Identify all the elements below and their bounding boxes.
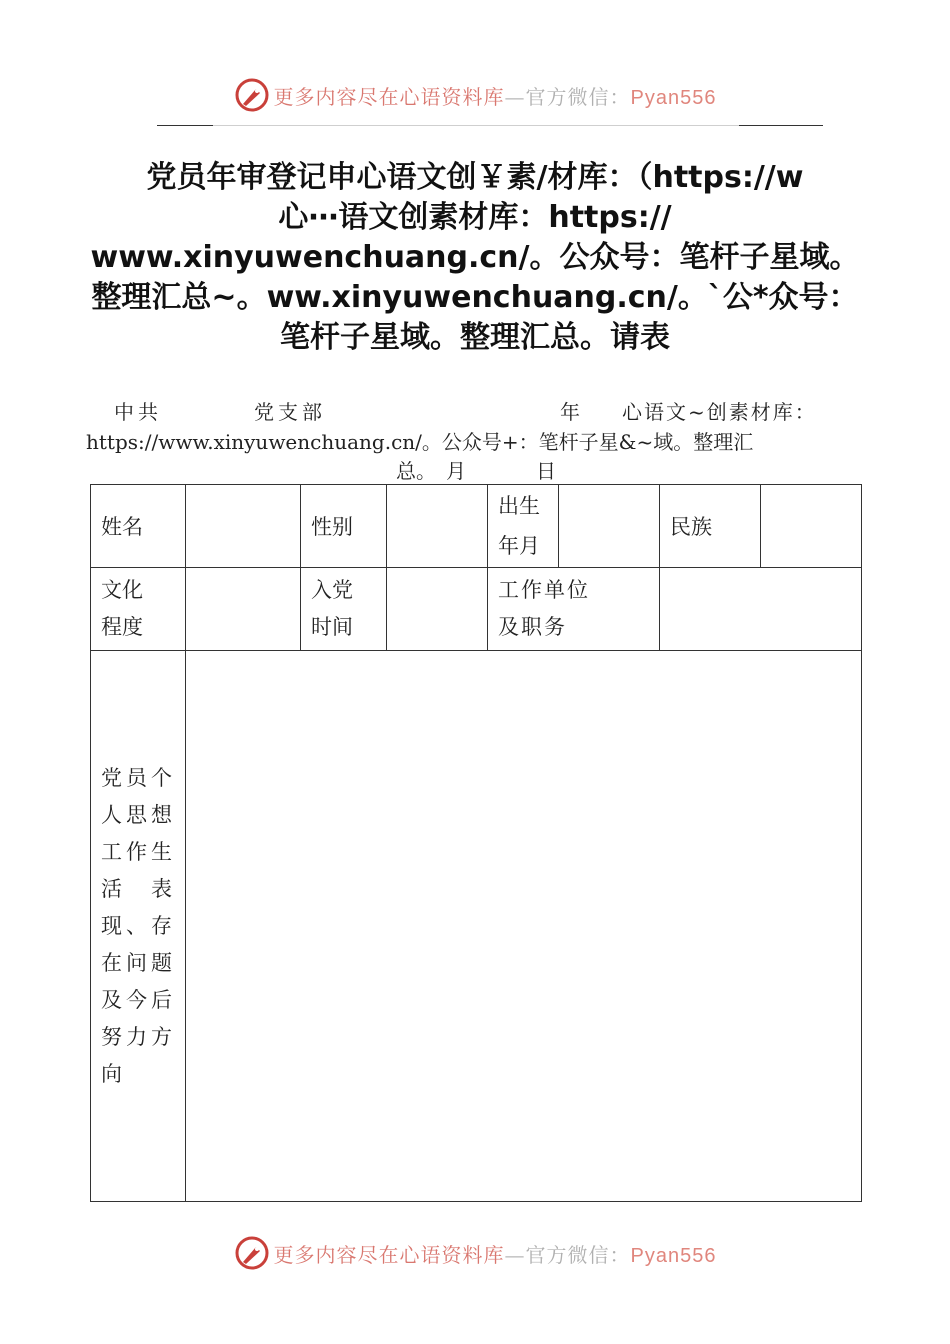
header-info-tail: 心语文~创素材库： [622,400,817,424]
document-title [86,158,864,358]
watermark-text: 更多内容尽在心语资料库—官方微信：Pyan556 [273,1242,717,1267]
join-date-field[interactable] [387,568,488,651]
header-rule-right [739,125,823,126]
workplace-field[interactable] [660,568,862,651]
gender-field[interactable] [387,485,488,568]
header-info-line-2: https://www.xinyuwenchuang.cn/。公众号+：笔杆子星&~域。整理汇 [86,430,754,454]
watermark-banner-top [0,70,950,120]
table-row [91,485,862,568]
watermark-banner-bottom [0,1228,950,1278]
performance-field[interactable] [186,651,862,1202]
education-label: 文化 程度 [91,568,186,651]
pen-nib-logo-icon [234,77,270,113]
year-label: 年 [560,400,580,424]
gender-label: 性别 [301,485,387,568]
ethnicity-field[interactable] [761,485,862,568]
table-row [91,651,862,1202]
title-line: 党员年审登记申心语文创￥素/材库：（https://w [146,160,804,195]
branch-label: 党支部 [254,400,326,424]
month-label: 月 [446,459,466,483]
workplace-label: 工作单位 及职务 [488,568,660,651]
day-label: 日 [536,459,556,483]
header-info-line3-start: 总。 [396,459,436,483]
name-label: 姓名 [91,485,186,568]
watermark-text: 更多内容尽在心语资料库—官方微信：Pyan556 [273,84,717,109]
title-line: 笔杆子星域。整理汇总。请表 [280,320,670,355]
table-row [91,568,862,651]
ethnicity-label: 民族 [660,485,761,568]
join-date-label: 入党 时间 [301,568,387,651]
performance-label: 党员个 人思想 工作生 活 表 现、存 在问题 及今后 努力方 向 [91,651,186,1202]
party-label: 中共 [114,400,162,424]
education-field[interactable] [186,568,301,651]
birth-field[interactable] [559,485,660,568]
title-line: www.xinyuwenchuang.cn/。公众号：笔杆子星域。 [90,240,860,275]
name-field[interactable] [186,485,301,568]
registration-form-table [90,484,862,1202]
title-line: 整理汇总~。ww.xinyuwenchuang.cn/。`公*众号： [91,280,859,315]
header-rule-left [157,125,213,126]
pen-nib-logo-icon [234,1235,270,1271]
birth-label: 出生 年月 [488,485,559,568]
title-line: 心⋯语文创素材库：https:// [278,200,672,235]
header-rule-middle [213,125,739,126]
